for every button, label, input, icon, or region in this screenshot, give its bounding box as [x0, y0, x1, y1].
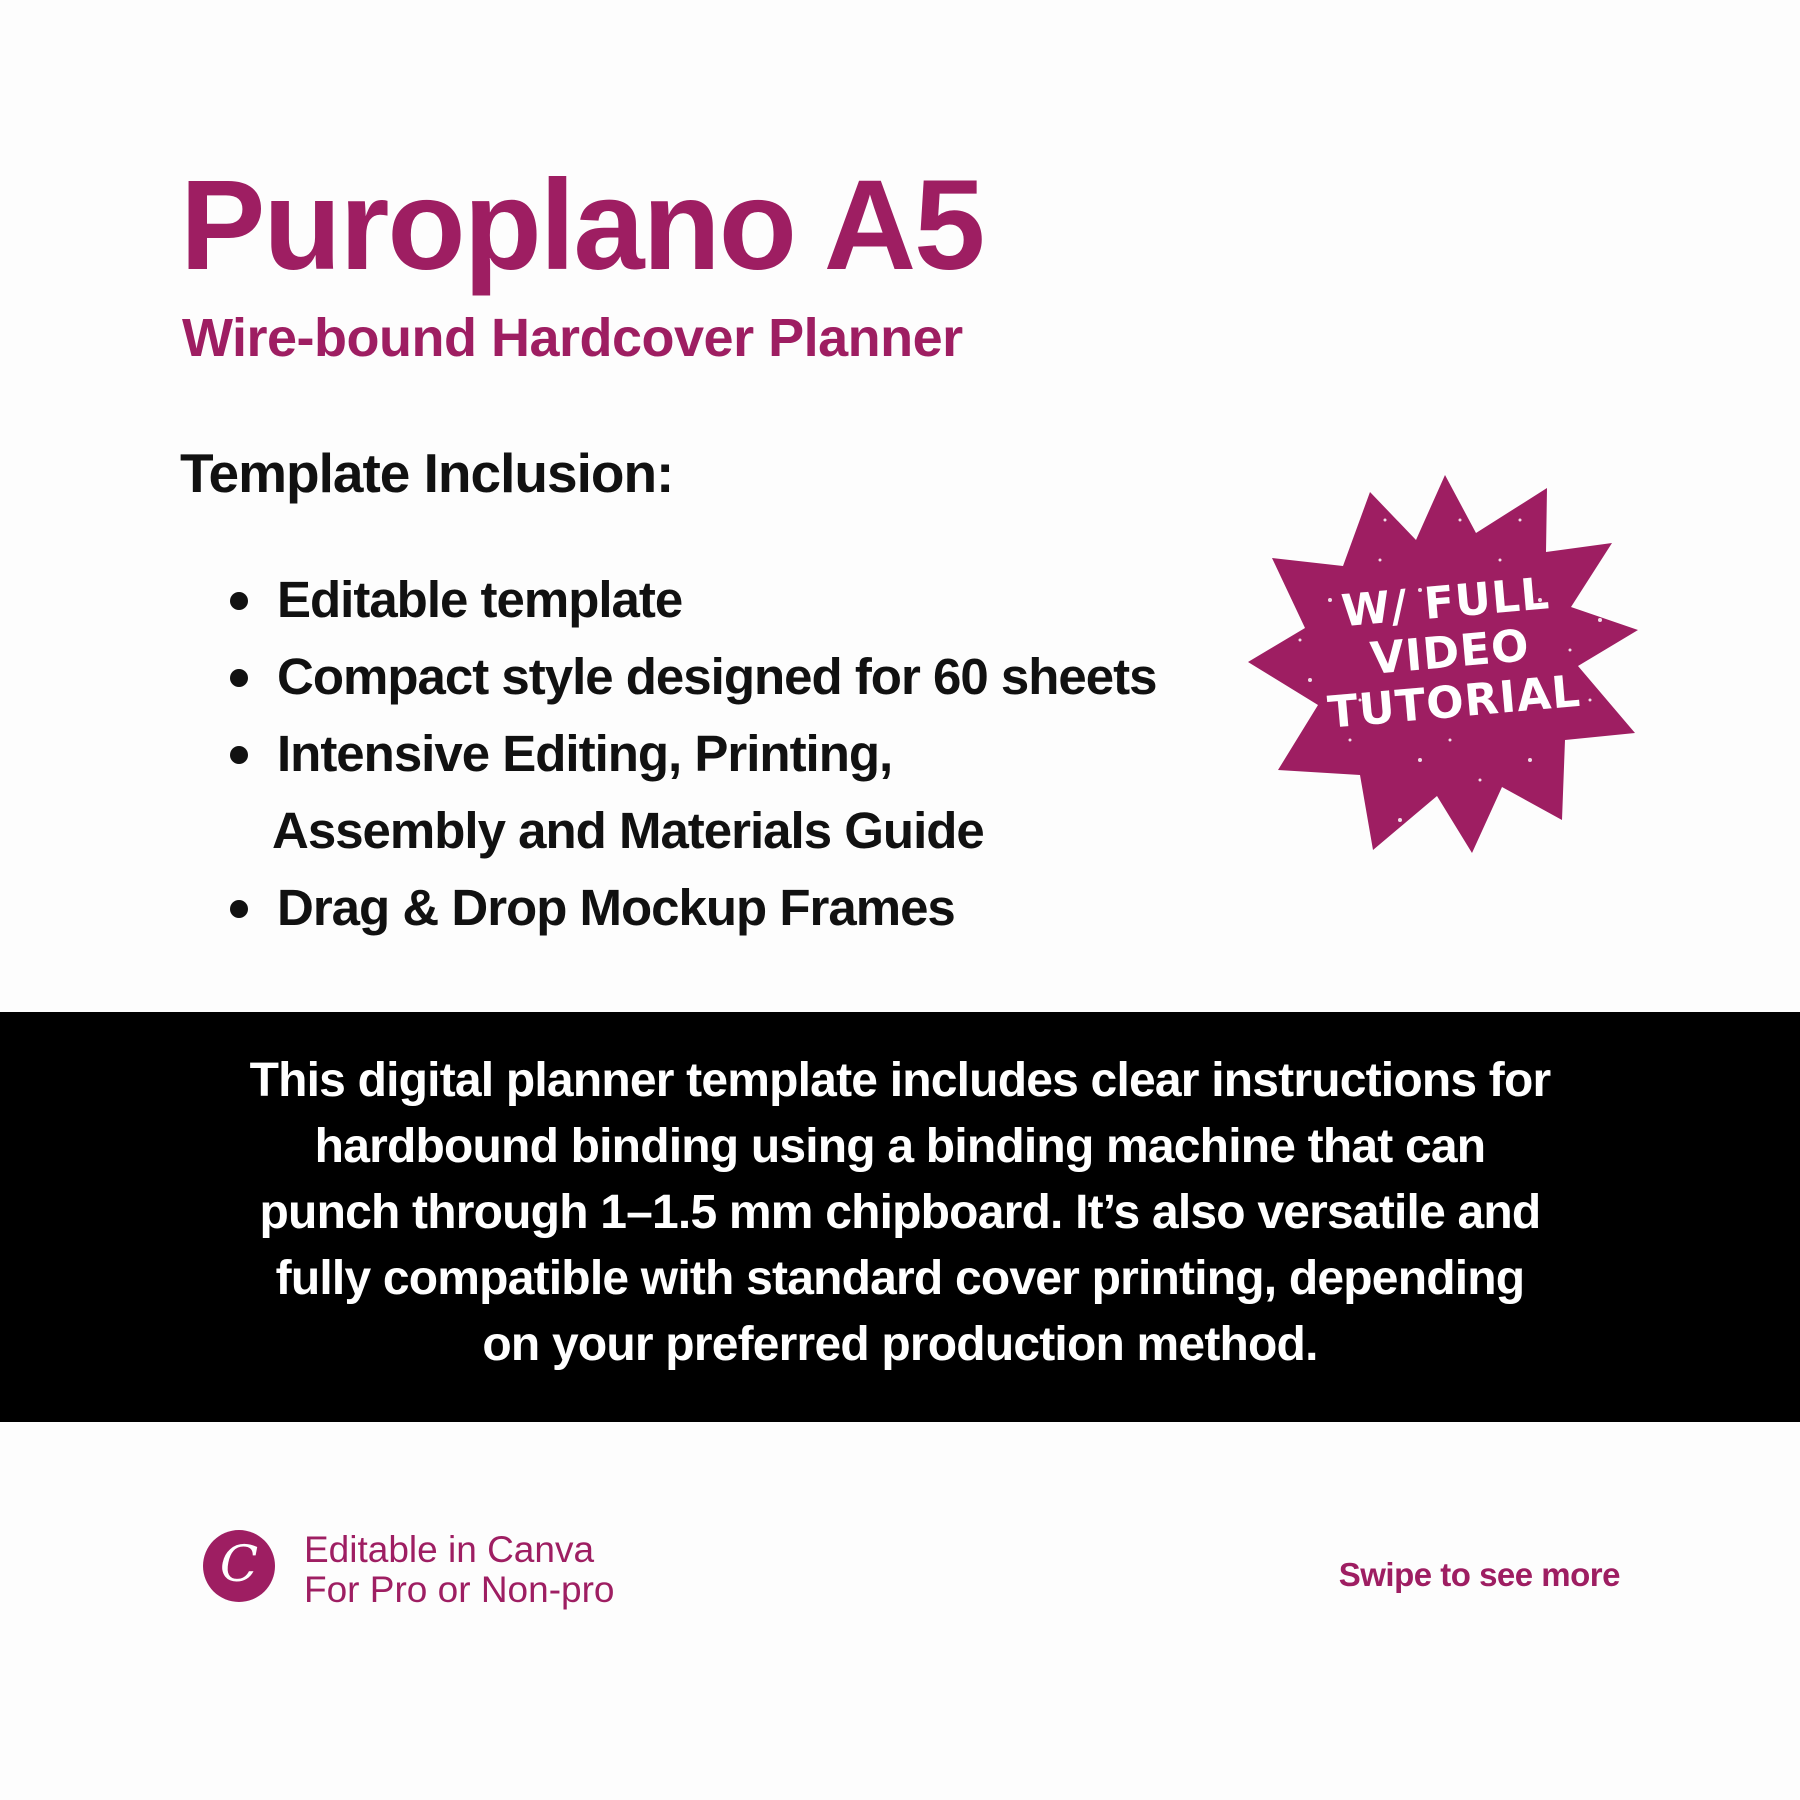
badge-text	[1294, 565, 1606, 741]
inclusion-item-label: Drag & Drop Mockup Frames	[277, 879, 955, 936]
bullet-icon	[230, 592, 248, 610]
inclusion-item-label: Compact style designed for 60 sheets	[277, 648, 1157, 705]
description-line: punch through 1–1.5 mm chipboard. It’s also versatile and	[259, 1186, 1541, 1239]
product-subtitle: Wire-bound Hardcover Planner	[182, 308, 963, 368]
inclusion-item	[222, 561, 1156, 638]
inclusion-item	[222, 715, 1156, 869]
canva-logo-letter: C	[219, 1535, 259, 1593]
inclusion-item-continuation: Assembly and Materials Guide	[272, 802, 984, 859]
product-title: Puroplano A5	[180, 154, 984, 297]
swipe-hint: Swipe to see more	[1338, 1556, 1620, 1593]
description-text	[150, 1048, 1650, 1378]
description-line: on your preferred production method.	[482, 1318, 1318, 1371]
description-line: fully compatible with standard cover printing, depending	[275, 1252, 1525, 1305]
inclusion-item	[222, 638, 1156, 715]
badge-line: VIDEO	[1368, 620, 1532, 685]
inclusion-list	[222, 561, 1156, 946]
bullet-icon	[230, 746, 248, 764]
badge-line: W/ FULL	[1339, 568, 1552, 638]
inclusion-item	[222, 869, 1156, 946]
inclusion-item-label: Editable template	[277, 571, 683, 628]
bullet-icon	[230, 900, 248, 918]
canva-editable-note	[304, 1530, 615, 1610]
bullet-icon	[230, 669, 248, 687]
inclusion-item-label: Intensive Editing, Printing,	[277, 725, 893, 782]
badge-line: TUTORIAL	[1325, 665, 1583, 739]
editable-line: Editable in Canva	[304, 1529, 595, 1570]
description-line: This digital planner template includes clear instructions for	[249, 1054, 1551, 1107]
canva-logo-icon	[203, 1530, 275, 1602]
description-line: hardbound binding using a binding machine that can	[314, 1120, 1486, 1173]
pro-line: For Pro or Non-pro	[304, 1569, 615, 1610]
inclusion-heading: Template Inclusion:	[180, 442, 674, 504]
